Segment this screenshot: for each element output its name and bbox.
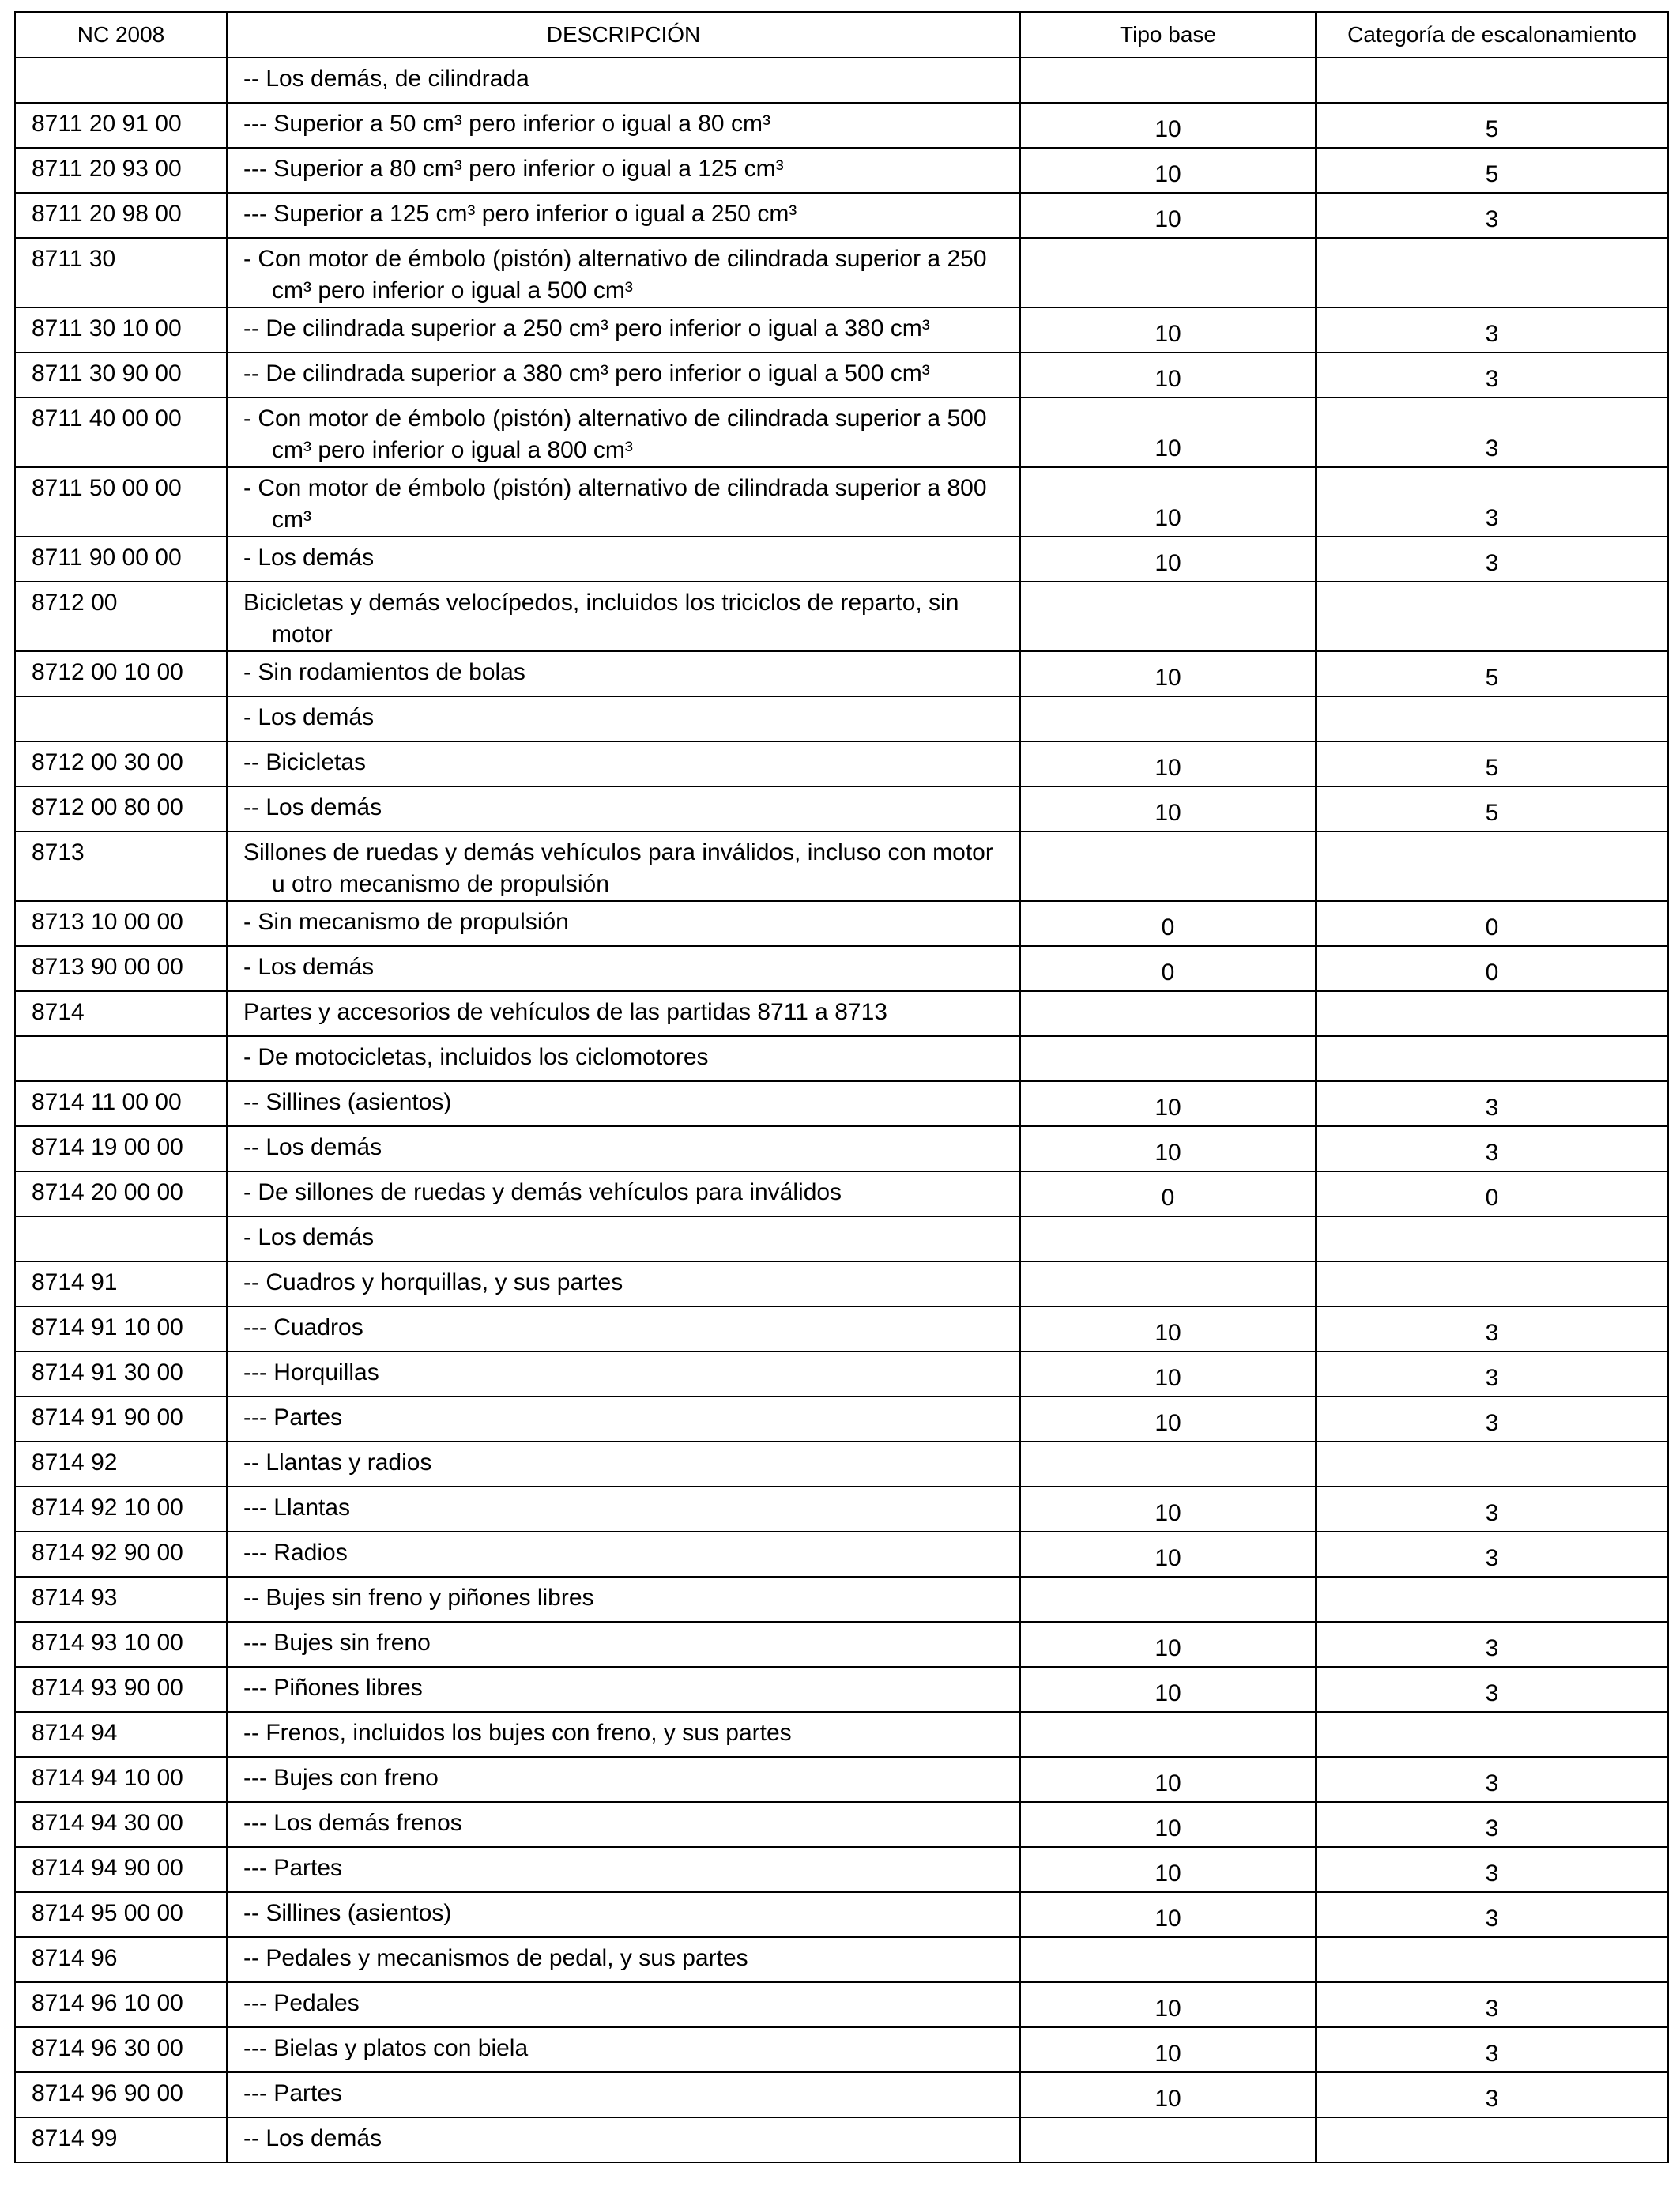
code-cell: 8714 92 90 00 [15,1532,227,1577]
description-cell [227,1216,1020,1261]
table-row [15,307,1668,352]
description-cell [227,398,1020,467]
description-text: -- Llantas y radios [243,1449,432,1476]
base-rate-cell [1020,1937,1316,1982]
description-cell [227,467,1020,537]
table-row [15,398,1668,467]
description-text: - Con motor de émbolo (pistón) alternativo de cilindrada superior a 250 cm³ pero inferior o igual a 500 cm³ [243,246,987,303]
staging-category-cell: 0 [1316,1171,1668,1216]
staging-category-cell: 3 [1316,1667,1668,1712]
code-cell: 8714 20 00 00 [15,1171,227,1216]
table-row [15,1847,1668,1892]
staging-category-cell: 3 [1316,1126,1668,1171]
code-cell: 8711 30 10 00 [15,307,227,352]
description-text: - Con motor de émbolo (pistón) alternativo de cilindrada superior a 500 cm³ pero inferior o igual a 800 cm³ [243,405,987,463]
header-staging-category: Categoría de escalonamiento [1316,12,1668,58]
base-rate-cell: 10 [1020,2027,1316,2072]
base-rate-cell: 10 [1020,651,1316,696]
staging-category-cell [1316,696,1668,741]
description-text: Sillones de ruedas y demás vehículos para inválidos, incluso con motor u otro mecanismo de propulsión [243,839,993,897]
description-cell [227,58,1020,103]
code-cell: 8714 91 10 00 [15,1306,227,1351]
description-cell [227,1442,1020,1487]
code-cell: 8714 19 00 00 [15,1126,227,1171]
code-cell: 8711 90 00 00 [15,537,227,582]
code-cell: 8714 91 90 00 [15,1397,227,1442]
description-cell [227,696,1020,741]
table-row [15,1892,1668,1937]
staging-category-cell: 0 [1316,946,1668,991]
description-text: - Con motor de émbolo (pistón) alternativo de cilindrada superior a 800 cm³ [243,475,987,533]
staging-category-cell [1316,2117,1668,2162]
base-rate-cell: 10 [1020,1351,1316,1397]
description-cell [227,1487,1020,1532]
description-text: -- Pedales y mecanismos de pedal, y sus partes [243,1945,748,1971]
code-cell [15,1216,227,1261]
base-rate-cell: 0 [1020,901,1316,946]
staging-category-cell: 3 [1316,1306,1668,1351]
code-cell: 8714 91 [15,1261,227,1306]
table-row [15,1306,1668,1351]
description-text: --- Partes [243,2080,343,2106]
code-cell [15,696,227,741]
code-cell: 8714 91 30 00 [15,1351,227,1397]
code-cell: 8714 94 30 00 [15,1802,227,1847]
description-text: --- Bujes con freno [243,1765,439,1791]
base-rate-cell [1020,1442,1316,1487]
base-rate-cell [1020,238,1316,307]
description-cell [227,651,1020,696]
code-cell: 8713 90 00 00 [15,946,227,991]
base-rate-cell: 10 [1020,1622,1316,1667]
staging-category-cell: 3 [1316,352,1668,398]
description-cell [227,1036,1020,1081]
staging-category-cell [1316,582,1668,651]
description-cell [227,1577,1020,1622]
description-text: --- Cuadros [243,1314,363,1340]
description-cell [227,946,1020,991]
description-text: --- Pedales [243,1990,360,2016]
description-cell [227,786,1020,831]
staging-category-cell [1316,831,1668,901]
base-rate-cell: 10 [1020,1802,1316,1847]
base-rate-cell: 0 [1020,1171,1316,1216]
staging-category-cell: 3 [1316,1982,1668,2027]
table-row [15,2027,1668,2072]
table-row [15,1802,1668,1847]
description-text: - Sin rodamientos de bolas [243,659,525,685]
description-text: - De motocicletas, incluidos los ciclomotores [243,1044,709,1070]
code-cell: 8714 94 [15,1712,227,1757]
description-cell [227,1351,1020,1397]
table-header-row [15,12,1668,58]
code-cell: 8714 96 30 00 [15,2027,227,2072]
base-rate-cell: 10 [1020,398,1316,467]
code-cell: 8711 40 00 00 [15,398,227,467]
base-rate-cell: 10 [1020,741,1316,786]
description-text: --- Superior a 125 cm³ pero inferior o igual a 250 cm³ [243,201,797,227]
table-row [15,1171,1668,1216]
base-rate-cell: 10 [1020,1081,1316,1126]
base-rate-cell: 10 [1020,1667,1316,1712]
description-text: Bicicletas y demás velocípedos, incluidos los triciclos de reparto, sin motor [243,590,959,647]
description-text: --- Partes [243,1404,343,1431]
staging-category-cell: 3 [1316,2072,1668,2117]
description-cell [227,1306,1020,1351]
description-cell [227,103,1020,148]
code-cell [15,58,227,103]
description-text: -- Los demás [243,794,382,820]
staging-category-cell: 3 [1316,1532,1668,1577]
table-row [15,946,1668,991]
description-cell [227,1171,1020,1216]
table-row [15,901,1668,946]
description-text: -- Sillines (asientos) [243,1900,452,1926]
staging-category-cell: 3 [1316,1802,1668,1847]
table-row [15,1757,1668,1802]
staging-category-cell: 3 [1316,537,1668,582]
description-text: --- Bielas y platos con biela [243,2035,529,2061]
staging-category-cell: 5 [1316,651,1668,696]
description-text: --- Los demás frenos [243,1810,462,1836]
description-cell [227,1397,1020,1442]
code-cell: 8714 95 00 00 [15,1892,227,1937]
description-text: - Los demás [243,545,375,571]
base-rate-cell [1020,582,1316,651]
table-row [15,537,1668,582]
description-cell [227,193,1020,238]
base-rate-cell [1020,1712,1316,1757]
base-rate-cell: 10 [1020,1397,1316,1442]
description-cell [227,991,1020,1036]
table-row [15,991,1668,1036]
description-text: -- Los demás [243,2125,382,2151]
description-cell [227,537,1020,582]
base-rate-cell: 10 [1020,103,1316,148]
base-rate-cell [1020,831,1316,901]
staging-category-cell: 3 [1316,1397,1668,1442]
base-rate-cell: 10 [1020,1306,1316,1351]
base-rate-cell [1020,1036,1316,1081]
code-cell: 8714 93 90 00 [15,1667,227,1712]
table-row [15,193,1668,238]
staging-category-cell [1316,1036,1668,1081]
description-text: --- Llantas [243,1495,351,1521]
header-description: DESCRIPCIÓN [227,12,1020,58]
code-cell: 8714 99 [15,2117,227,2162]
staging-category-cell: 3 [1316,1351,1668,1397]
base-rate-cell [1020,696,1316,741]
description-text: - De sillones de ruedas y demás vehículos para inválidos [243,1179,842,1205]
code-cell: 8714 93 10 00 [15,1622,227,1667]
base-rate-cell: 0 [1020,946,1316,991]
table-row [15,1982,1668,2027]
table-row [15,1442,1668,1487]
description-cell [227,238,1020,307]
staging-category-cell: 5 [1316,103,1668,148]
table-row [15,1036,1668,1081]
table-body [15,58,1668,2162]
base-rate-cell [1020,1216,1316,1261]
code-cell: 8712 00 [15,582,227,651]
description-cell [227,1757,1020,1802]
table-row [15,1622,1668,1667]
description-text: -- Bujes sin freno y piñones libres [243,1585,594,1611]
code-cell: 8711 20 91 00 [15,103,227,148]
staging-category-cell [1316,991,1668,1036]
code-cell: 8714 11 00 00 [15,1081,227,1126]
description-text: -- Sillines (asientos) [243,1089,452,1115]
code-cell: 8711 50 00 00 [15,467,227,537]
description-cell [227,148,1020,193]
description-text: -- Frenos, incluidos los bujes con freno, y sus partes [243,1720,792,1746]
base-rate-cell [1020,991,1316,1036]
description-cell [227,1667,1020,1712]
tariff-table [14,11,1669,2163]
staging-category-cell: 3 [1316,467,1668,537]
code-cell: 8713 10 00 00 [15,901,227,946]
header-code: NC 2008 [15,12,227,58]
description-cell [227,1622,1020,1667]
description-text: -- Los demás, de cilindrada [243,66,529,92]
staging-category-cell [1316,1216,1668,1261]
description-cell [227,1532,1020,1577]
staging-category-cell [1316,1712,1668,1757]
description-cell [227,1126,1020,1171]
code-cell: 8711 20 98 00 [15,193,227,238]
base-rate-cell [1020,1261,1316,1306]
description-text: -- Bicicletas [243,749,367,775]
table-row [15,1577,1668,1622]
table-row [15,1532,1668,1577]
table-row [15,1487,1668,1532]
base-rate-cell: 10 [1020,307,1316,352]
description-text: --- Bujes sin freno [243,1630,431,1656]
staging-category-cell [1316,58,1668,103]
staging-category-cell [1316,1261,1668,1306]
description-cell [227,352,1020,398]
table-row [15,2072,1668,2117]
base-rate-cell: 10 [1020,1892,1316,1937]
description-text: -- De cilindrada superior a 380 cm³ pero inferior o igual a 500 cm³ [243,360,930,386]
table-row [15,1351,1668,1397]
code-cell: 8713 [15,831,227,901]
staging-category-cell: 3 [1316,1622,1668,1667]
description-text: --- Superior a 50 cm³ pero inferior o igual a 80 cm³ [243,111,770,137]
description-text: - Los demás [243,954,375,980]
description-cell [227,741,1020,786]
staging-category-cell [1316,1442,1668,1487]
description-text: - Los demás [243,1224,375,1250]
description-text: --- Partes [243,1855,343,1881]
description-text: - Los demás [243,704,375,730]
code-cell: 8712 00 80 00 [15,786,227,831]
table-row [15,786,1668,831]
base-rate-cell: 10 [1020,1982,1316,2027]
staging-category-cell [1316,1937,1668,1982]
header-base-rate: Tipo base [1020,12,1316,58]
description-cell [227,1892,1020,1937]
code-cell: 8712 00 10 00 [15,651,227,696]
staging-category-cell: 3 [1316,1847,1668,1892]
code-cell: 8714 94 90 00 [15,1847,227,1892]
description-text: --- Horquillas [243,1359,379,1385]
table-row [15,58,1668,103]
code-cell: 8711 30 [15,238,227,307]
base-rate-cell [1020,1577,1316,1622]
table-row [15,651,1668,696]
table-row [15,831,1668,901]
table-row [15,238,1668,307]
description-text: -- Cuadros y horquillas, y sus partes [243,1269,623,1295]
table-row [15,1261,1668,1306]
table-row [15,467,1668,537]
staging-category-cell: 3 [1316,1081,1668,1126]
base-rate-cell: 10 [1020,537,1316,582]
description-text: --- Radios [243,1540,348,1566]
base-rate-cell: 10 [1020,2072,1316,2117]
base-rate-cell: 10 [1020,1487,1316,1532]
description-text: --- Superior a 80 cm³ pero inferior o igual a 125 cm³ [243,156,784,182]
base-rate-cell: 10 [1020,148,1316,193]
code-cell: 8714 93 [15,1577,227,1622]
description-text: Partes y accesorios de vehículos de las partidas 8711 a 8713 [243,999,887,1025]
code-cell: 8714 92 10 00 [15,1487,227,1532]
staging-category-cell: 5 [1316,741,1668,786]
base-rate-cell: 10 [1020,1757,1316,1802]
base-rate-cell: 10 [1020,1847,1316,1892]
description-cell [227,1802,1020,1847]
code-cell: 8714 94 10 00 [15,1757,227,1802]
staging-category-cell [1316,1577,1668,1622]
code-cell: 8714 [15,991,227,1036]
description-cell [227,2027,1020,2072]
table-row [15,352,1668,398]
description-cell [227,582,1020,651]
description-text: --- Piñones libres [243,1675,423,1701]
description-text: -- Los demás [243,1134,382,1160]
code-cell: 8712 00 30 00 [15,741,227,786]
staging-category-cell: 3 [1316,2027,1668,2072]
description-cell [227,307,1020,352]
base-rate-cell: 10 [1020,786,1316,831]
table-row [15,1397,1668,1442]
base-rate-cell [1020,58,1316,103]
description-text: -- De cilindrada superior a 250 cm³ pero inferior o igual a 380 cm³ [243,315,930,341]
description-cell [227,1261,1020,1306]
staging-category-cell [1316,238,1668,307]
description-cell [227,1847,1020,1892]
base-rate-cell: 10 [1020,467,1316,537]
table-row [15,103,1668,148]
table-row [15,1937,1668,1982]
code-cell: 8714 96 [15,1937,227,1982]
staging-category-cell: 0 [1316,901,1668,946]
description-cell [227,1081,1020,1126]
table-row [15,1126,1668,1171]
table-row [15,1712,1668,1757]
staging-category-cell: 3 [1316,1757,1668,1802]
staging-category-cell: 5 [1316,148,1668,193]
description-cell [227,1937,1020,1982]
staging-category-cell: 3 [1316,398,1668,467]
table-row [15,696,1668,741]
staging-category-cell: 3 [1316,1487,1668,1532]
table-row [15,1081,1668,1126]
description-cell [227,831,1020,901]
table-row [15,2117,1668,2162]
code-cell: 8714 92 [15,1442,227,1487]
code-cell: 8714 96 10 00 [15,1982,227,2027]
table-row [15,1216,1668,1261]
base-rate-cell: 10 [1020,1126,1316,1171]
base-rate-cell: 10 [1020,193,1316,238]
description-text: - Sin mecanismo de propulsión [243,909,569,935]
description-cell [227,1982,1020,2027]
description-cell [227,2117,1020,2162]
staging-category-cell: 3 [1316,307,1668,352]
description-cell [227,2072,1020,2117]
table-row [15,582,1668,651]
table-row [15,1667,1668,1712]
code-cell: 8711 30 90 00 [15,352,227,398]
code-cell: 8714 96 90 00 [15,2072,227,2117]
description-cell [227,901,1020,946]
staging-category-cell: 5 [1316,786,1668,831]
code-cell [15,1036,227,1081]
table-row [15,148,1668,193]
base-rate-cell: 10 [1020,1532,1316,1577]
staging-category-cell: 3 [1316,1892,1668,1937]
table-row [15,741,1668,786]
description-cell [227,1712,1020,1757]
staging-category-cell: 3 [1316,193,1668,238]
base-rate-cell [1020,2117,1316,2162]
base-rate-cell: 10 [1020,352,1316,398]
code-cell: 8711 20 93 00 [15,148,227,193]
